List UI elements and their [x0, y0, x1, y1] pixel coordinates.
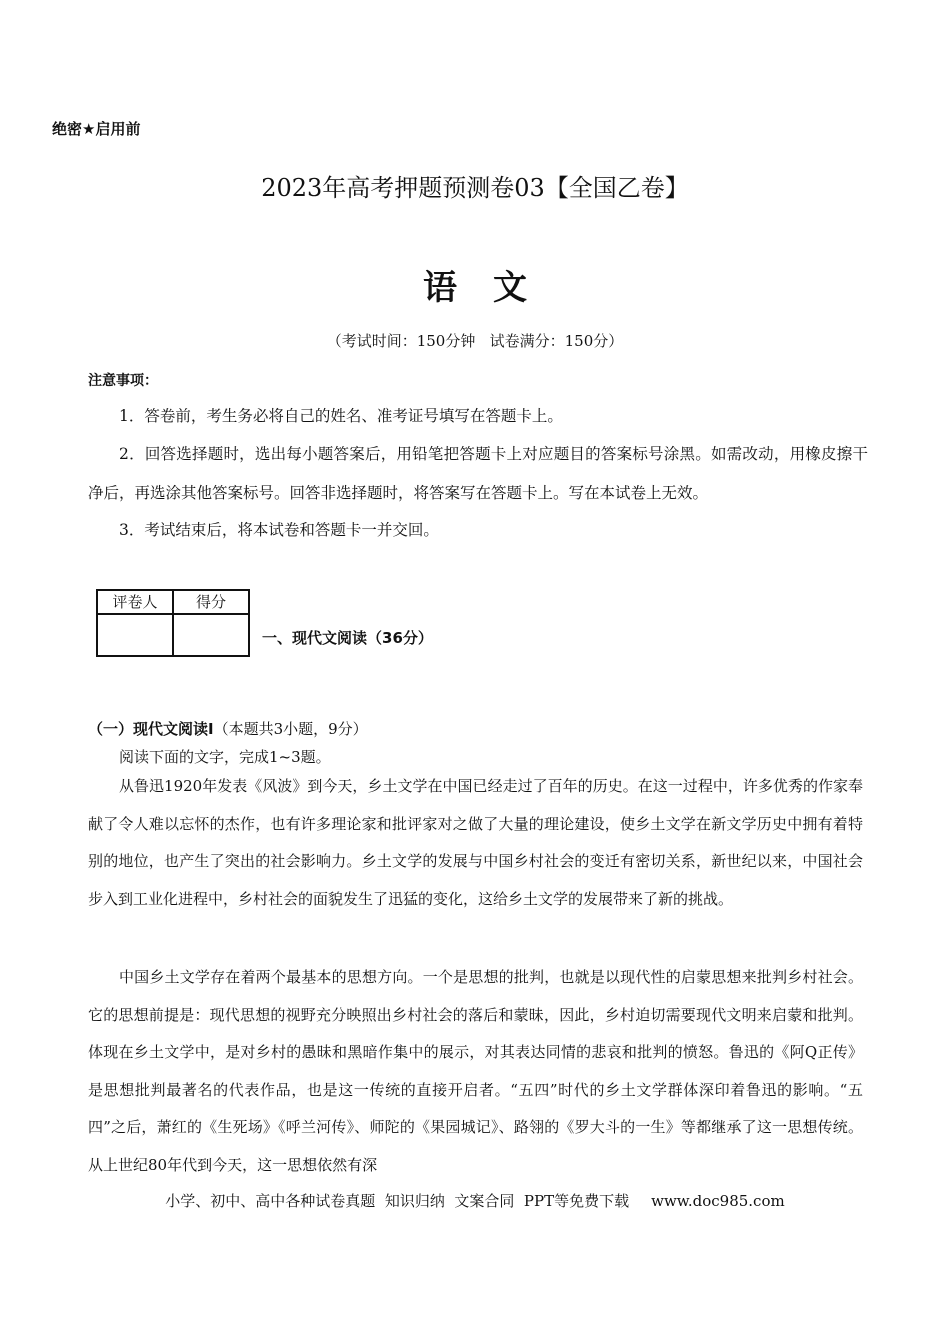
page-footer: [0, 1190, 950, 1211]
score-table: [96, 589, 250, 657]
exam-info: （考试时间：150分钟 试卷满分：150分）: [326, 332, 624, 350]
notice-item-2: 2．回答选择题时，选出每小题答案后，用铅笔把答题卡上对应题目的答案标号涂黑。如需改动，用橡皮擦干净后，再选涂其他答案标号。回答非选择题时，将答案写在答题卡上。写在本试卷上无效。: [88, 445, 868, 502]
reading-instruction: 阅读下面的文字，完成1~3题。: [119, 748, 331, 766]
subsection-heading-detail: （本题共3小题，9分）: [213, 720, 368, 738]
subsection-heading: [88, 718, 368, 739]
passage-paragraph-2: 中国乡土文学存在着两个最基本的思想方向。一个是思想的批判，也就是以现代性的启蒙思想来批判乡村社会。它的思想前提是：现代思想的视野充分映照出乡村社会的落后和蒙昧，因此，乡村迫切需要现代文明来启蒙和批判。体现在乡土文学中，是对乡村的愚昧和黑暗作集中的展示，对其表达同情的悲哀和批判的愤怒。鲁迅的《阿Q正传》是思想批判最著名的代表作品，也是这一传统的直接开启者。“五四”时代的乡土文学群体深印着鲁迅的影响。“五四”之后，萧红的《生死场》《呼兰河传》、师陀的《果园城记》、路翎的《罗大斗的一生》等都继承了这一思想传统。从上世纪80年代到今天，这一思想依然有深: [88, 968, 863, 1174]
score-table-cell-score: [173, 614, 249, 656]
notice-item-3: 3．考试结束后，将本试卷和答题卡一并交回。: [119, 521, 439, 539]
notice-item-1: 1．答卷前，考生务必将自己的姓名、准考证号填写在答题卡上。: [119, 407, 563, 425]
footer-text: 小学、初中、高中各种试卷真题 知识归纳 文案合同 PPT等免费下载: [165, 1192, 630, 1210]
notice-title: 注意事项：: [88, 373, 158, 389]
subject-title: [0, 260, 950, 309]
exam-title: 2023年高考押题预测卷03【全国乙卷】: [261, 174, 689, 202]
score-table-cell-grader: [97, 614, 173, 656]
subsection-heading-bold: （一）现代文阅读I: [88, 720, 214, 738]
subject-char-1: 语: [423, 268, 457, 308]
passage-paragraph-1: 从鲁迅1920年发表《风波》到今天，乡土文学在中国已经走过了百年的历史。在这一过程中，许多优秀的作家奉献了令人难以忘怀的杰作，也有许多理论家和批评家对之做了大量的理论建设，使乡土文学在新文学历史中拥有着特别的地位，也产生了突出的社会影响力。乡土文学的发展与中国乡村社会的变迁有密切关系，新世纪以来，中国社会步入到工业化进程中，乡村社会的面貌发生了迅猛的变化，这给乡土文学的发展带来了新的挑战。: [88, 777, 863, 908]
score-table-header-score: 得分: [173, 590, 249, 614]
footer-url: www.doc985.com: [651, 1192, 785, 1210]
score-table-header-grader: 评卷人: [97, 590, 173, 614]
confidential-label: 绝密★启用前: [52, 120, 141, 138]
section-heading: 一、现代文阅读（36分）: [262, 629, 433, 647]
subject-char-2: 文: [493, 268, 527, 308]
